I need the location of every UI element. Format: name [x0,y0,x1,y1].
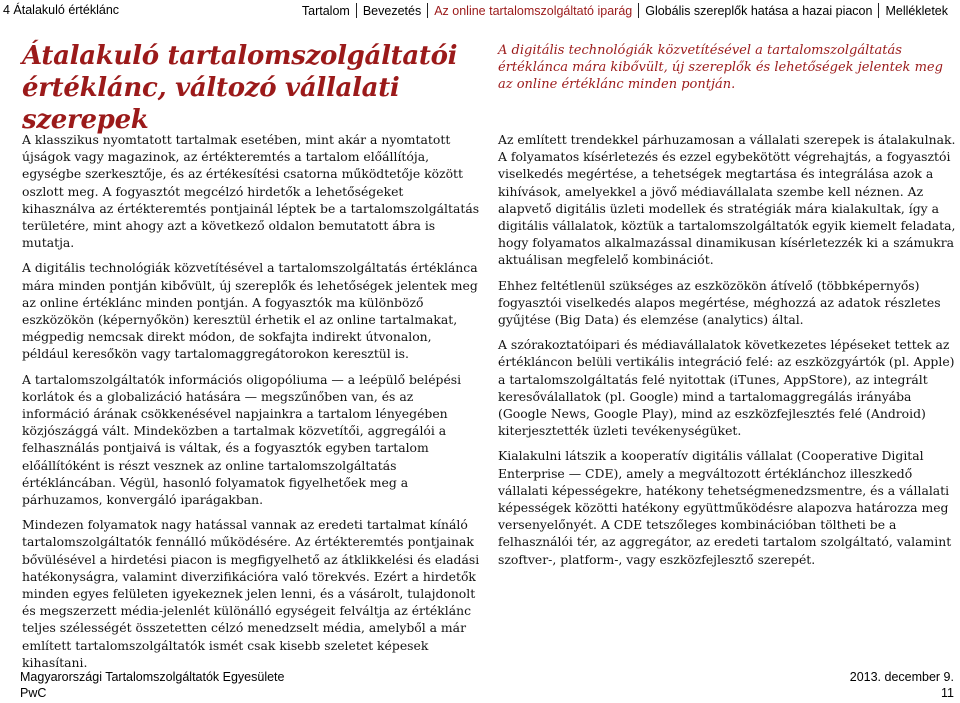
left-paragraph-3: A tartalomszolgáltatók információs oligopóliuma — a leépülő belépési korlátok és a globalizáció hatására — megszűnőben van, és az információ árának csökkenésével napjainkra a tartalom lényegében közjószággá vált. Mindeközben a tartalmak közvetítői, aggregálói a felhasználás pontjaivá is váltak, és a fogyasztók egyben tartalom előállítóként is részt vesznek az online tartalomszolgáltatás értékláncában. Végül, hasonló folyamatok figyelhetőek meg a párhuzamos, konvergáló iparágakban. [22,371,462,508]
footer-organization: Magyarországi Tartalomszolgáltatók Egyesülete [20,670,285,684]
top-navigation-bar [0,0,960,22]
left-column [22,131,480,679]
chapter-label: 4 Átalakuló értéklánc [3,3,120,17]
page-title [22,40,482,136]
left-paragraph-2: A digitális technológiák közvetítésével a tartalomszolgáltatás értéklánca mára minden pontján kibővült, új szereplők és lehetőségek jelentek meg az online értéklánc minden pontján. A fogyasztók ma különböző eszközökön (képernyőkön) keresztül érhetik el az online tartalmakat, mégpedig nemcsak direkt módon, de sokfajta indirekt útvonalon, például keresőkön vagy tartalomaggregátorokon keresztül is. [22,260,478,362]
right-paragraph-4: Kialakulni látszik a kooperatív digitális vállalat (Cooperative Digital Enterprise — CDE), amely a megváltozott értéklánchoz illeszkedő vállalati képességekre, hatékony tehetségmenedzsmentre, és a vállalati képességek közötti hatékony együttműködésre alapozva határozza meg versenyelőnyét. A CDE tetszőleges kombinációban töltheti be a felhasználói tér, az aggregátor, az eredeti tartalom szolgáltató, valamint szoftver-, platform-, vagy eszközfejlesztő szerepét. [498,448,952,567]
nav-online-tartalomszolgaltato[interactable]: Az online tartalomszolgáltató iparág [434,3,633,18]
title-line-1: Átalakuló tartalomszolgáltatói [22,41,458,71]
left-paragraph-4: Mindezen folyamatok nagy hatással vannak az eredeti tartalmat kínáló tartalomszolgáltatók fennálló működésére. Az értékteremtés pontjainak bővülésével a hirdetési piacon is megfigyelhető az átklikkelési és eladási hatékonyságra, valamint diverzifikációra való törekvés. Ezért a hirdetők minden egyes felületen igyekeznek jelen lenni, és a vásárolt, tulajdonolt és megszerzett média-jelenlét különálló egységeit felváltja az értéklánc teljes szélességét összetetten célzó menedzselt média, amelyből a már említett tartalomszolgáltatók ismét csak kisebb szeletet képesek kihasítani. [22,517,480,670]
page-number: 11 [941,686,954,700]
right-column [498,131,958,576]
footer-date: 2013. december 9. [849,670,954,684]
nav-mellekletek[interactable]: Mellékletek [885,3,948,18]
right-paragraph-2: Ehhez feltétlenül szükséges az eszközökön átívelő (többképernyős) fogyasztói viselkedés alapos megértése, méghozzá az adatok részletes gyűjtése (Big Data) és elemzése (analytics) által. [498,277,941,328]
left-paragraph-1: A klasszikus nyomtatott tartalmak esetében, mint akár a nyomtatott újságok vagy magazinok, az értékteremtés a tartalom előállítója, egységbe szerkesztője, és az értékesítési csatorna működtetője között oszlott meg. A fogyasztót megcélzó hirdetők a lehetőségeket kihasználva az értékteremtés pontjainál léptek be a tartalomszolgáltatás területére, mint ahogy azt a következő oldalon bemutatott ábra is mutatja. [22,132,480,251]
lead-summary: A digitális technológiák közvetítésével a tartalomszolgáltatás értékláncа mára kibővült, új szereplők és lehetőségek jelentek meg az online értéklánc minden pontján. [498,43,943,92]
title-line-2: értéklánc, változó vállalati szerepek [22,73,400,135]
nav-globalis-szereplok[interactable]: Globális szereplők hatása a hazai piacon [645,3,873,18]
nav-tartalom[interactable]: Tartalom [301,3,350,18]
section-nav [296,3,954,18]
nav-bevezetes[interactable]: Bevezetés [362,3,422,18]
footer-brand: PwC [20,686,47,700]
right-paragraph-3: A szórakoztatóipari és médiavállalatok következetes lépéseket tettek az értékláncon belüli vertikális integráció felé: az eszközgyártók (pl. Apple) a tartalomszolgáltatás felé nyitottak (iTunes, AppStore), az integrált keresőválallatok (pl. Google) mind a tartalomaggregálás irányába (Google News, Google Play), mind az eszközfejlesztés felé (Android) kiterjesztették üzleti tevékenységüket. [498,337,955,439]
right-paragraph-1: Az említett trendekkel párhuzamosan a vállalati szerepek is átalakulnak. A folyamatos kísérletezés és ezzel egybekötött végrehajtás, a fogyasztói viselkedés megértése, a tehetségek megtartása és integrálása azok a kihívások, amelyekkel a jövő médiavállalata szembe kell néznen. Az alapvető digitális üzleti modellek és stratégiák mára kialakultak, így a digitális vállalatok, köztük a tartalomszolgáltatók egyik kiemelt feladata, hogy folyamatos alkalmazással dinamikusan kísérletezzék ki a számukra aktuálisan megfelelő kombinációt. [498,132,956,268]
